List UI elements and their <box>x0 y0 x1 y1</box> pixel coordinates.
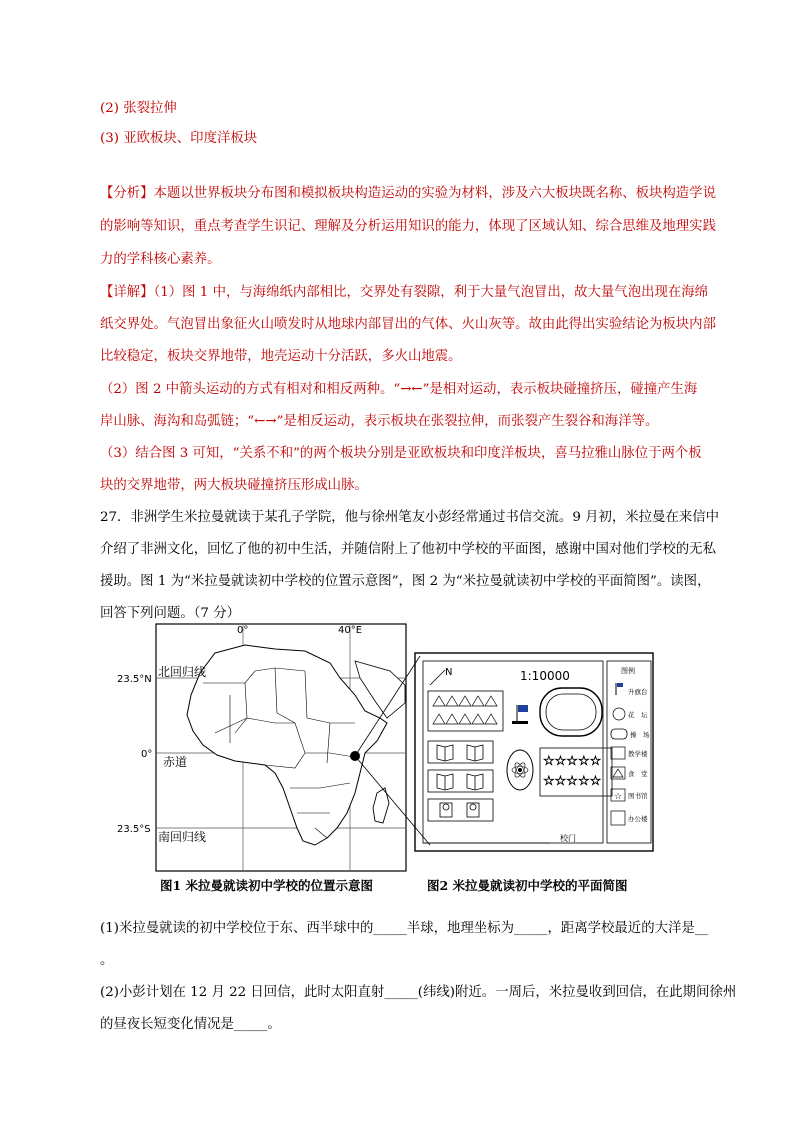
subq-1-line-a: (1)米拉曼就读的初中学校位于东、西半球中的_____半球，地理坐标为_____，距离学校最近的大洋是__ <box>100 921 709 936</box>
figures-svg <box>117 623 655 883</box>
lon-label-0: 0° <box>237 625 249 636</box>
legend-canteen: 食 堂 <box>628 770 648 778</box>
legend-teaching: 教学楼 <box>628 750 648 758</box>
connector-bottom <box>355 756 430 845</box>
lat-label-0: 0° <box>141 749 153 760</box>
question-line-4: 回答下列问题。（7 分） <box>100 606 240 621</box>
detail-line-7: 块的交界地带，两大板块碰撞挤压形成山脉。 <box>100 478 368 493</box>
question-line-3: 援助。图 1 为“米拉曼就读初中学校的位置示意图”，图 2 为“米拉曼就读初中学校的平面简图”。读图， <box>100 574 711 589</box>
book-icons <box>428 741 493 821</box>
detail-line-1: 【详解】（1）图 1 中，与海绵纸内部相比，交界处有裂隙，利于大量气泡冒出，故大量气泡出现在海绵 <box>100 285 709 300</box>
answer-2: (2) 张裂拉伸 <box>100 101 177 116</box>
analysis-line-2: 的影响等知识，重点考查学生识记、理解及分析运用知识的能力，体现了区域认知、综合思维及地理实践 <box>100 219 716 234</box>
analysis-line-1: 【分析】本题以世界板块分布图和模拟板块构造运动的实验为材料，涉及六大板块既名称、板块构造学说 <box>100 186 716 201</box>
question-line-1: 27．非洲学生米拉曼就读于某孔子学院，他与徐州笔友小彭经常通过书信交流。9 月初，米拉曼在来信中 <box>100 510 719 525</box>
tropic-north-label: 北回归线 <box>158 665 207 679</box>
plan-scale: 1:10000 <box>520 669 570 683</box>
question-line-2: 介绍了非洲文化，回忆了他的初中生活，并随信附上了他初中学校的平面图，感谢中国对他们学校的无私 <box>100 542 716 557</box>
detail-line-6: （3）结合图 3 可知，“关系不和”的两个板块分别是亚欧板块和印度洋板块，喜马拉雅山脉位于两个板 <box>100 446 702 461</box>
lat-label-n: 23.5°N <box>117 674 152 685</box>
subq-1-line-b: 。 <box>100 953 114 968</box>
svg-text:☆☆☆☆☆: ☆☆☆☆☆ <box>543 774 602 789</box>
legend-office: 办公楼 <box>628 815 648 823</box>
detail-line-4: （2）图 2 中箭头运动的方式有相对和相反两种。“→←”是相对运动，表示板块碰撞挤压，碰撞产生海 <box>100 382 698 397</box>
legend-library: 图书馆 <box>628 792 648 800</box>
gate-label: 校门 <box>560 834 576 843</box>
tropic-south-label: 南回归线 <box>158 830 207 844</box>
triangle-icons <box>433 696 497 724</box>
lon-label-40e: 40°E <box>338 625 363 636</box>
answer-3: (3) 亚欧板块、印度洋板块 <box>100 131 258 146</box>
caption-fig1: 图1 米拉曼就读初中学校的位置示意图 <box>160 878 374 893</box>
africa-outline <box>187 645 387 845</box>
north-arrow-icon <box>430 670 445 685</box>
legend-flag: 升旗台 <box>628 688 648 696</box>
subq-2-line-a: (2)小彭计划在 12 月 22 日回信，此时太阳直射_____(纬线)附近。一周后，米拉曼收到回信，在此期间徐州 <box>100 985 737 1000</box>
svg-text:☆☆☆☆☆: ☆☆☆☆☆ <box>543 754 602 769</box>
caption-fig2: 图2 米拉曼就读初中学校的平面简图 <box>427 878 628 893</box>
flag-icon <box>512 705 528 724</box>
north-label: N <box>445 667 453 678</box>
legend-playground: 操 场 <box>630 731 650 739</box>
subq-2-line-b: 的昼夜长短变化情况是_____。 <box>100 1017 281 1032</box>
legend-items <box>611 683 650 825</box>
detail-line-3: 比较稳定，板块交界地带，地壳运动十分活跃，多火山地震。 <box>100 349 462 364</box>
legend-title: 图例 <box>621 667 635 675</box>
equator-label: 赤道 <box>163 755 188 769</box>
analysis-line-3: 力的学科核心素养。 <box>100 252 221 267</box>
playground <box>540 688 602 736</box>
star-icons <box>543 754 601 789</box>
svg-text:☆: ☆ <box>614 792 623 802</box>
legend-flowerbed: 花 坛 <box>628 711 648 719</box>
detail-line-5: 岸山脉、海沟和岛弧链；“←→”是相反运动，表示板块在张裂拉伸，而张裂产生裂谷和海洋等。 <box>100 414 659 429</box>
lat-label-s: 23.5°S <box>117 824 151 835</box>
figures <box>117 623 655 883</box>
detail-line-2: 纸交界处。气泡冒出象征火山喷发时从地球内部冒出的气体、火山灰等。故由此得出实验结论为板块内部 <box>100 317 716 332</box>
